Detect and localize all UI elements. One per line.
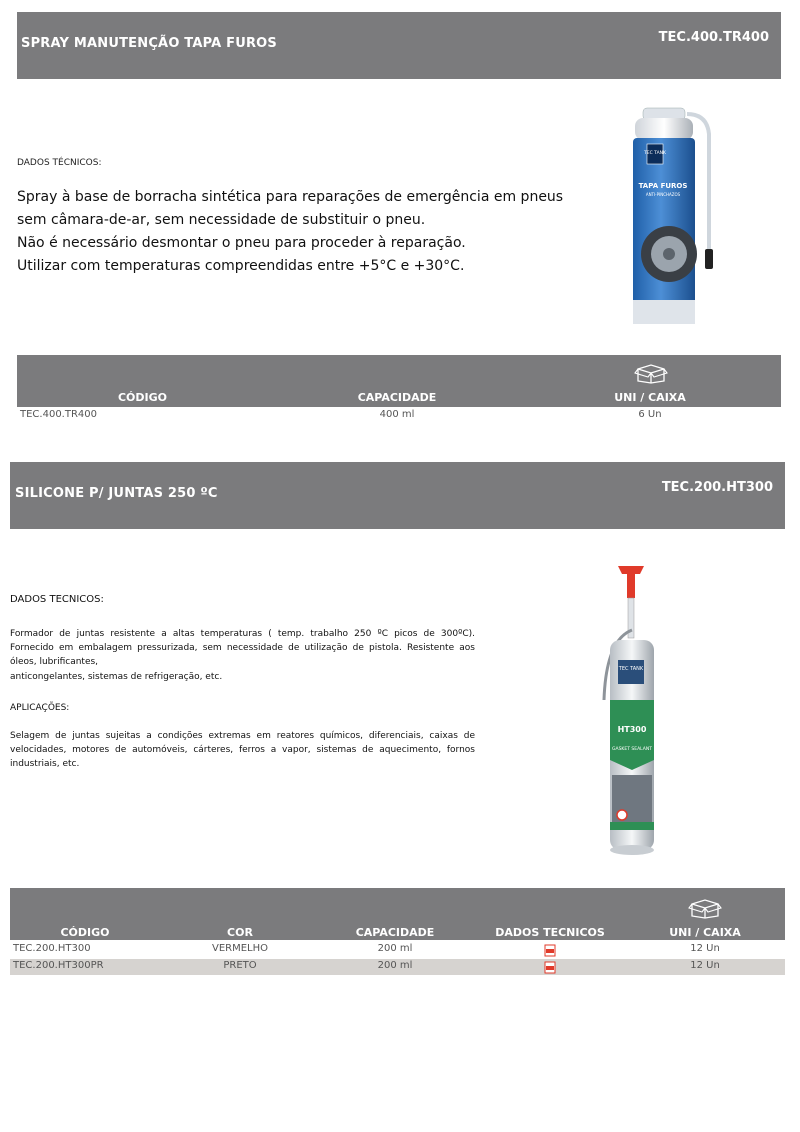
cell-capacidade: 400 ml <box>379 409 415 420</box>
th-cor: COR <box>227 926 253 939</box>
description-line: sem câmara-de-ar, sem necessidade de substituir o pneu. <box>17 212 426 228</box>
box-icon <box>688 897 722 919</box>
product2-apps-label: APLICAÇÕES: <box>10 703 70 713</box>
cell-uni-caixa: 12 Un <box>690 960 720 971</box>
cell-codigo: TEC.200.HT300PR <box>13 960 104 971</box>
product2-description: Formador de juntas resistente a altas temperaturas ( temp. trabalho 250 ºC picos de 300ºC). Fornecido em embalagem pressurizada, sem necessidade de utilização de pistola. Resistente aos óleos, lubrificantes, <box>10 629 475 667</box>
th-capacidade: CAPACIDADE <box>357 391 437 404</box>
product1-code: TEC.400.TR400 <box>658 30 769 45</box>
th-uni-caixa: UNI / CAIXA <box>614 391 686 404</box>
pdf-icon[interactable] <box>544 961 556 974</box>
product2-image <box>592 560 672 860</box>
cell-capacidade: 200 ml <box>377 943 413 954</box>
table-row <box>17 409 781 423</box>
th-capacidade: CAPACIDADE <box>355 926 435 939</box>
product2-tech-label: DADOS TECNICOS: <box>10 594 104 605</box>
product1-tech-label: DADOS TÉCNICOS: <box>17 158 102 168</box>
cell-cor: VERMELHO <box>211 943 268 954</box>
product1-table-header <box>17 355 781 407</box>
product1-title: SPRAY MANUTENÇÃO TAPA FUROS <box>21 36 277 51</box>
cell-uni-caixa: 12 Un <box>690 943 720 954</box>
cell-codigo: TEC.400.TR400 <box>20 409 97 420</box>
th-codigo: CÓDIGO <box>117 391 168 404</box>
description-line: Spray à base de borracha sintética para reparações de emergência em pneus <box>17 189 564 205</box>
product2-can-label: HT300 <box>617 725 647 734</box>
cell-cor: PRETO <box>223 960 257 971</box>
product1-description <box>17 186 577 278</box>
th-dados-tecnicos: DADOS TECNICOS <box>495 926 605 939</box>
product1-image <box>625 104 725 332</box>
product1-can-label: TAPA FUROS <box>638 182 688 190</box>
product2-can-brand: TEC TANK <box>618 666 644 672</box>
box-icon <box>634 362 668 384</box>
th-uni-caixa: UNI / CAIXA <box>669 926 741 939</box>
description-line: Não é necessário desmontar o pneu para proceder à reparação. <box>17 235 466 251</box>
cell-capacidade: 200 ml <box>377 960 413 971</box>
product2-title: SILICONE P/ JUNTAS 250 ºC <box>15 486 218 501</box>
product2-code: TEC.200.HT300 <box>661 480 773 495</box>
product2-can-sub: GASKET SEALANT <box>612 747 652 752</box>
pdf-icon[interactable] <box>544 944 556 957</box>
product1-can-brand: TEC TANK <box>644 151 666 156</box>
product2-description-2: anticongelantes, sistemas de refrigeração, etc. <box>10 672 223 682</box>
product2-header <box>10 462 785 529</box>
product1-header <box>17 12 781 79</box>
product2-apps: Selagem de juntas sujeitas a condições extremas em reatores químicos, diferenciais, caixas de velocidades, motores de automóveis, cárteres, ferros a vapor, sistemas de aquecimento, fornos industriais, etc. <box>10 731 475 769</box>
table-row <box>10 943 785 958</box>
product1-can-sub: ANTI-PINCHAZOS <box>645 192 681 197</box>
table-row <box>10 959 785 975</box>
th-codigo: CÓDIGO <box>60 926 110 939</box>
description-line: Utilizar com temperaturas compreendidas entre +5°C e +30°C. <box>17 258 465 274</box>
cell-uni-caixa: 6 Un <box>638 409 662 420</box>
cell-codigo: TEC.200.HT300 <box>13 943 91 954</box>
product2-table-header <box>10 888 785 940</box>
